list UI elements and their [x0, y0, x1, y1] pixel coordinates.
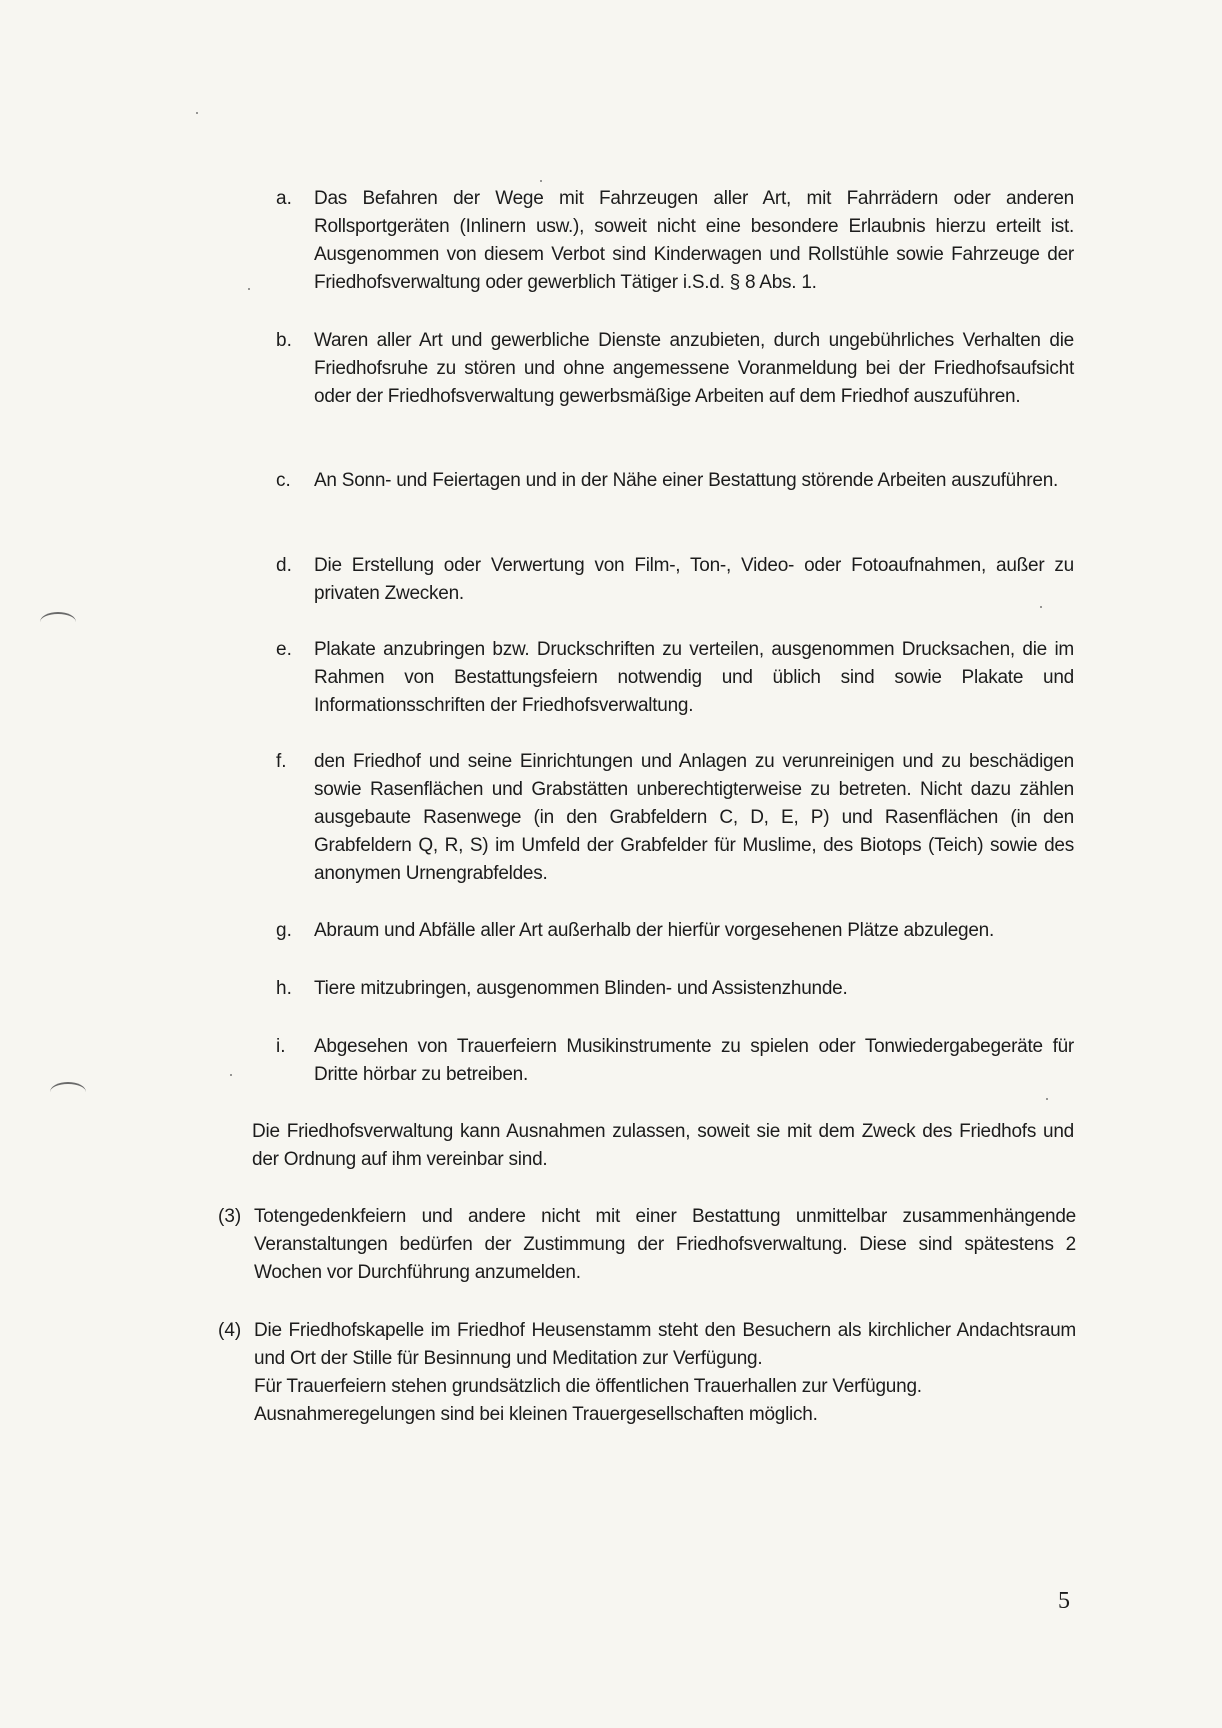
list-item-text: Plakate anzubringen bzw. Druckschriften zu verteilen, ausgenommen Drucksachen, die im Rahmen von Bestattungsfeiern notwendig und üblich sind sowie Plakate und Informationsschriften der Friedhofsverwaltung.	[314, 639, 1074, 716]
list-marker: e.	[276, 639, 292, 660]
page-number: 5	[1058, 1588, 1070, 1614]
scan-speck	[196, 112, 198, 114]
scan-speck	[1046, 1098, 1048, 1100]
scan-speck	[248, 288, 250, 290]
scan-speck	[540, 180, 542, 182]
list-item-text: Tiere mitzubringen, ausgenommen Blinden- und Assistenzhunde.	[314, 978, 848, 999]
paragraph-line: Die Friedhofskapelle im Friedhof Heusenstamm steht den Besuchern als kirchlicher Andachtsraum und Ort der Stille für Besinnung und Meditation zur Verfügung.	[254, 1320, 1076, 1369]
list-marker: d.	[276, 555, 292, 576]
punch-hole-mark	[50, 1082, 86, 1102]
paragraph-line: Ausnahmeregelungen sind bei kleinen Trauergesellschaften möglich.	[254, 1404, 818, 1425]
list-item-text: Abgesehen von Trauerfeiern Musikinstrumente zu spielen oder Tonwiedergabegeräte für Dritte hörbar zu betreiben.	[314, 1036, 1074, 1085]
list-marker: i.	[276, 1036, 286, 1057]
list-item-text: Die Erstellung oder Verwertung von Film-, Ton-, Video- oder Fotoaufnahmen, außer zu privaten Zwecken.	[314, 555, 1074, 604]
punch-hole-mark	[40, 612, 76, 632]
list-marker: g.	[276, 920, 292, 941]
list-item-text: Waren aller Art und gewerbliche Dienste anzubieten, durch ungebührliches Verhalten die Friedhofsruhe zu stören und ohne angemessene Voranmeldung bei der Friedhofsaufsicht oder der Friedhofsverwaltung gewerbsmäßige Arbeiten auf dem Friedhof auszuführen.	[314, 330, 1074, 407]
list-item-text: Das Befahren der Wege mit Fahrzeugen aller Art, mit Fahrrädern oder anderen Rollsportgeräten (Inlinern usw.), soweit nicht eine besondere Erlaubnis hierzu erteilt ist. Ausgenommen von diesem Verbot sind Kinderwagen und Rollstühle sowie Fahrzeuge der Friedhofsverwaltung oder gewerblich Tätiger i.S.d. § 8 Abs. 1.	[314, 188, 1074, 293]
exceptions-paragraph: Die Friedhofsverwaltung kann Ausnahmen zulassen, soweit sie mit dem Zweck des Friedhofs und der Ordnung auf ihm vereinbar sind.	[252, 1121, 1074, 1170]
list-item-text: An Sonn- und Feiertagen und in der Nähe einer Bestattung störende Arbeiten auszuführen.	[314, 470, 1059, 491]
list-marker: f.	[276, 751, 287, 772]
list-marker: a.	[276, 188, 292, 209]
list-item-text: Abraum und Abfälle aller Art außerhalb der hierfür vorgesehenen Plätze abzulegen.	[314, 920, 995, 941]
list-marker: h.	[276, 978, 292, 999]
paragraph-line: Für Trauerfeiern stehen grundsätzlich die öffentlichen Trauerhallen zur Verfügung.	[254, 1376, 922, 1397]
paragraph-text: Totengedenkfeiern und andere nicht mit einer Bestattung unmittelbar zusammenhängende Veranstaltungen bedürfen der Zustimmung der Friedhofsverwaltung. Diese sind spätestens 2 Wochen vor Durchführung anzumelden.	[254, 1206, 1076, 1283]
list-marker: b.	[276, 330, 292, 351]
paragraph-number: (4)	[218, 1320, 242, 1341]
paragraph-text	[254, 1317, 1076, 1429]
scan-speck	[230, 1074, 232, 1076]
paragraph-number: (3)	[218, 1206, 242, 1227]
list-item-text: den Friedhof und seine Einrichtungen und Anlagen zu verunreinigen und zu beschädigen sowie Rasenflächen und Grabstätten unberechtigterweise zu betreten. Nicht dazu zählen ausgebaute Rasenwege (in den Grabfeldern C, D, E, P) und Rasenflächen (in den Grabfeldern Q, R, S) im Umfeld der Grabfelder für Muslime, des Biotops (Teich) sowie des anonymen Urnengrabfeldes.	[314, 751, 1074, 884]
list-marker: c.	[276, 470, 291, 491]
